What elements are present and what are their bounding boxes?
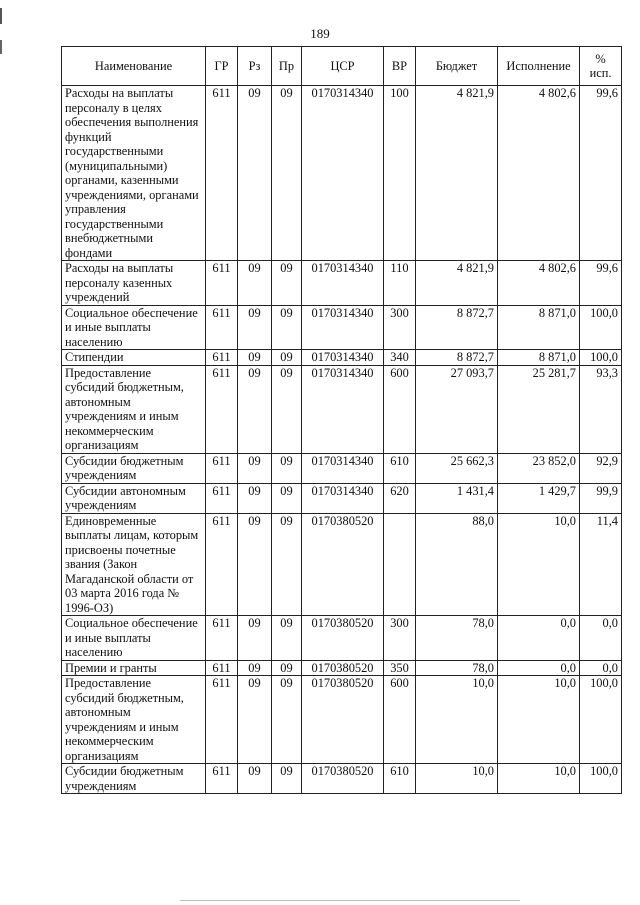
row-rz: 09	[238, 305, 272, 350]
table-row	[62, 616, 622, 661]
row-budget: 1 431,4	[416, 483, 498, 513]
table-row	[62, 483, 622, 513]
row-pr: 09	[272, 453, 302, 483]
row-pr: 09	[272, 483, 302, 513]
scan-edge-mark	[0, 40, 2, 54]
row-percent: 11,4	[580, 513, 622, 616]
row-csr: 0170314340	[302, 261, 384, 306]
row-vr: 340	[384, 350, 416, 366]
header-pr: Пр	[272, 47, 302, 86]
row-execution: 10,0	[498, 676, 580, 764]
row-rz: 09	[238, 764, 272, 794]
row-execution: 8 871,0	[498, 305, 580, 350]
header-execution: Исполнение	[498, 47, 580, 86]
row-name: Расходы на выплаты персоналу казенных учреждений	[62, 261, 206, 306]
row-rz: 09	[238, 350, 272, 366]
row-pr: 09	[272, 513, 302, 616]
row-execution: 23 852,0	[498, 453, 580, 483]
row-vr: 100	[384, 86, 416, 261]
row-pr: 09	[272, 305, 302, 350]
row-vr: 620	[384, 483, 416, 513]
row-percent: 99,6	[580, 261, 622, 306]
row-budget: 27 093,7	[416, 365, 498, 453]
row-percent: 99,6	[580, 86, 622, 261]
row-rz: 09	[238, 676, 272, 764]
row-name: Премии и гранты	[62, 660, 206, 676]
row-budget: 8 872,7	[416, 350, 498, 366]
row-name: Субсидии бюджетным учреждениям	[62, 453, 206, 483]
row-pr: 09	[272, 660, 302, 676]
table-row	[62, 350, 622, 366]
row-csr: 0170314340	[302, 483, 384, 513]
row-percent: 100,0	[580, 676, 622, 764]
row-gr: 611	[206, 483, 238, 513]
row-rz: 09	[238, 513, 272, 616]
header-percent: % исп.	[580, 47, 622, 86]
row-csr: 0170380520	[302, 513, 384, 616]
row-budget: 4 821,9	[416, 86, 498, 261]
header-csr: ЦСР	[302, 47, 384, 86]
row-csr: 0170314340	[302, 86, 384, 261]
row-gr: 611	[206, 305, 238, 350]
row-gr: 611	[206, 616, 238, 661]
table-row	[62, 453, 622, 483]
row-name: Расходы на выплаты персоналу в целях обеспечения выполнения функций государственными (муниципальными) органами, казенными учреждениями, органами управления государственными внебюджетными фондами	[62, 86, 206, 261]
table-row	[62, 660, 622, 676]
row-name: Субсидии бюджетным учреждениям	[62, 764, 206, 794]
row-csr: 0170380520	[302, 676, 384, 764]
row-csr: 0170380520	[302, 616, 384, 661]
row-percent: 100,0	[580, 350, 622, 366]
row-csr: 0170314340	[302, 305, 384, 350]
row-execution: 8 871,0	[498, 350, 580, 366]
table-header-row	[62, 47, 622, 86]
row-vr: 600	[384, 676, 416, 764]
row-vr: 110	[384, 261, 416, 306]
row-percent: 100,0	[580, 764, 622, 794]
row-budget: 10,0	[416, 676, 498, 764]
row-csr: 0170314340	[302, 365, 384, 453]
header-name: Наименование	[62, 47, 206, 86]
row-budget: 78,0	[416, 616, 498, 661]
row-pr: 09	[272, 261, 302, 306]
row-name: Предоставление субсидий бюджетным, автономным учреждениям и иным некоммерческим организациям	[62, 365, 206, 453]
row-execution: 10,0	[498, 764, 580, 794]
row-gr: 611	[206, 365, 238, 453]
table-row	[62, 86, 622, 261]
table-row	[62, 676, 622, 764]
header-budget: Бюджет	[416, 47, 498, 86]
row-name: Социальное обеспечение и иные выплаты населению	[62, 305, 206, 350]
row-rz: 09	[238, 483, 272, 513]
row-vr: 350	[384, 660, 416, 676]
table-row	[62, 365, 622, 453]
row-gr: 611	[206, 86, 238, 261]
row-csr: 0170380520	[302, 660, 384, 676]
row-execution: 25 281,7	[498, 365, 580, 453]
row-execution: 0,0	[498, 660, 580, 676]
row-pr: 09	[272, 350, 302, 366]
row-gr: 611	[206, 660, 238, 676]
header-vr: ВР	[384, 47, 416, 86]
header-rz: Рз	[238, 47, 272, 86]
row-gr: 611	[206, 513, 238, 616]
scan-bottom-line	[180, 900, 520, 901]
row-pr: 09	[272, 676, 302, 764]
row-vr: 300	[384, 616, 416, 661]
row-name: Предоставление субсидий бюджетным, автономным учреждениям и иным некоммерческим организациям	[62, 676, 206, 764]
row-execution: 10,0	[498, 513, 580, 616]
row-pr: 09	[272, 764, 302, 794]
row-vr: 610	[384, 764, 416, 794]
row-budget: 8 872,7	[416, 305, 498, 350]
row-rz: 09	[238, 261, 272, 306]
row-pr: 09	[272, 616, 302, 661]
table-row	[62, 764, 622, 794]
scan-edge-mark	[0, 8, 2, 24]
row-percent: 100,0	[580, 305, 622, 350]
row-csr: 0170380520	[302, 764, 384, 794]
row-execution: 4 802,6	[498, 261, 580, 306]
row-pr: 09	[272, 86, 302, 261]
row-budget: 78,0	[416, 660, 498, 676]
row-percent: 92,9	[580, 453, 622, 483]
row-rz: 09	[238, 616, 272, 661]
row-gr: 611	[206, 676, 238, 764]
row-csr: 0170314340	[302, 350, 384, 366]
row-execution: 0,0	[498, 616, 580, 661]
row-pr: 09	[272, 365, 302, 453]
row-gr: 611	[206, 764, 238, 794]
row-gr: 611	[206, 453, 238, 483]
row-rz: 09	[238, 660, 272, 676]
header-gr: ГР	[206, 47, 238, 86]
row-rz: 09	[238, 453, 272, 483]
row-name: Социальное обеспечение и иные выплаты населению	[62, 616, 206, 661]
row-execution: 1 429,7	[498, 483, 580, 513]
row-rz: 09	[238, 365, 272, 453]
row-percent: 0,0	[580, 660, 622, 676]
row-rz: 09	[238, 86, 272, 261]
row-budget: 10,0	[416, 764, 498, 794]
row-gr: 611	[206, 261, 238, 306]
row-vr: 600	[384, 365, 416, 453]
row-vr	[384, 513, 416, 616]
row-percent: 99,9	[580, 483, 622, 513]
page-number: 189	[310, 26, 330, 41]
table-row	[62, 261, 622, 306]
row-name: Стипендии	[62, 350, 206, 366]
row-execution: 4 802,6	[498, 86, 580, 261]
table-row	[62, 513, 622, 616]
row-gr: 611	[206, 350, 238, 366]
row-budget: 25 662,3	[416, 453, 498, 483]
row-percent: 0,0	[580, 616, 622, 661]
row-percent: 93,3	[580, 365, 622, 453]
budget-table	[61, 46, 622, 794]
row-budget: 4 821,9	[416, 261, 498, 306]
row-vr: 610	[384, 453, 416, 483]
row-csr: 0170314340	[302, 453, 384, 483]
row-name: Единовременные выплаты лицам, которым присвоены почетные звания (Закон Магаданской области от 03 марта 2016 года № 1996-ОЗ)	[62, 513, 206, 616]
row-vr: 300	[384, 305, 416, 350]
row-budget: 88,0	[416, 513, 498, 616]
row-name: Субсидии автономным учреждениям	[62, 483, 206, 513]
table-row	[62, 305, 622, 350]
